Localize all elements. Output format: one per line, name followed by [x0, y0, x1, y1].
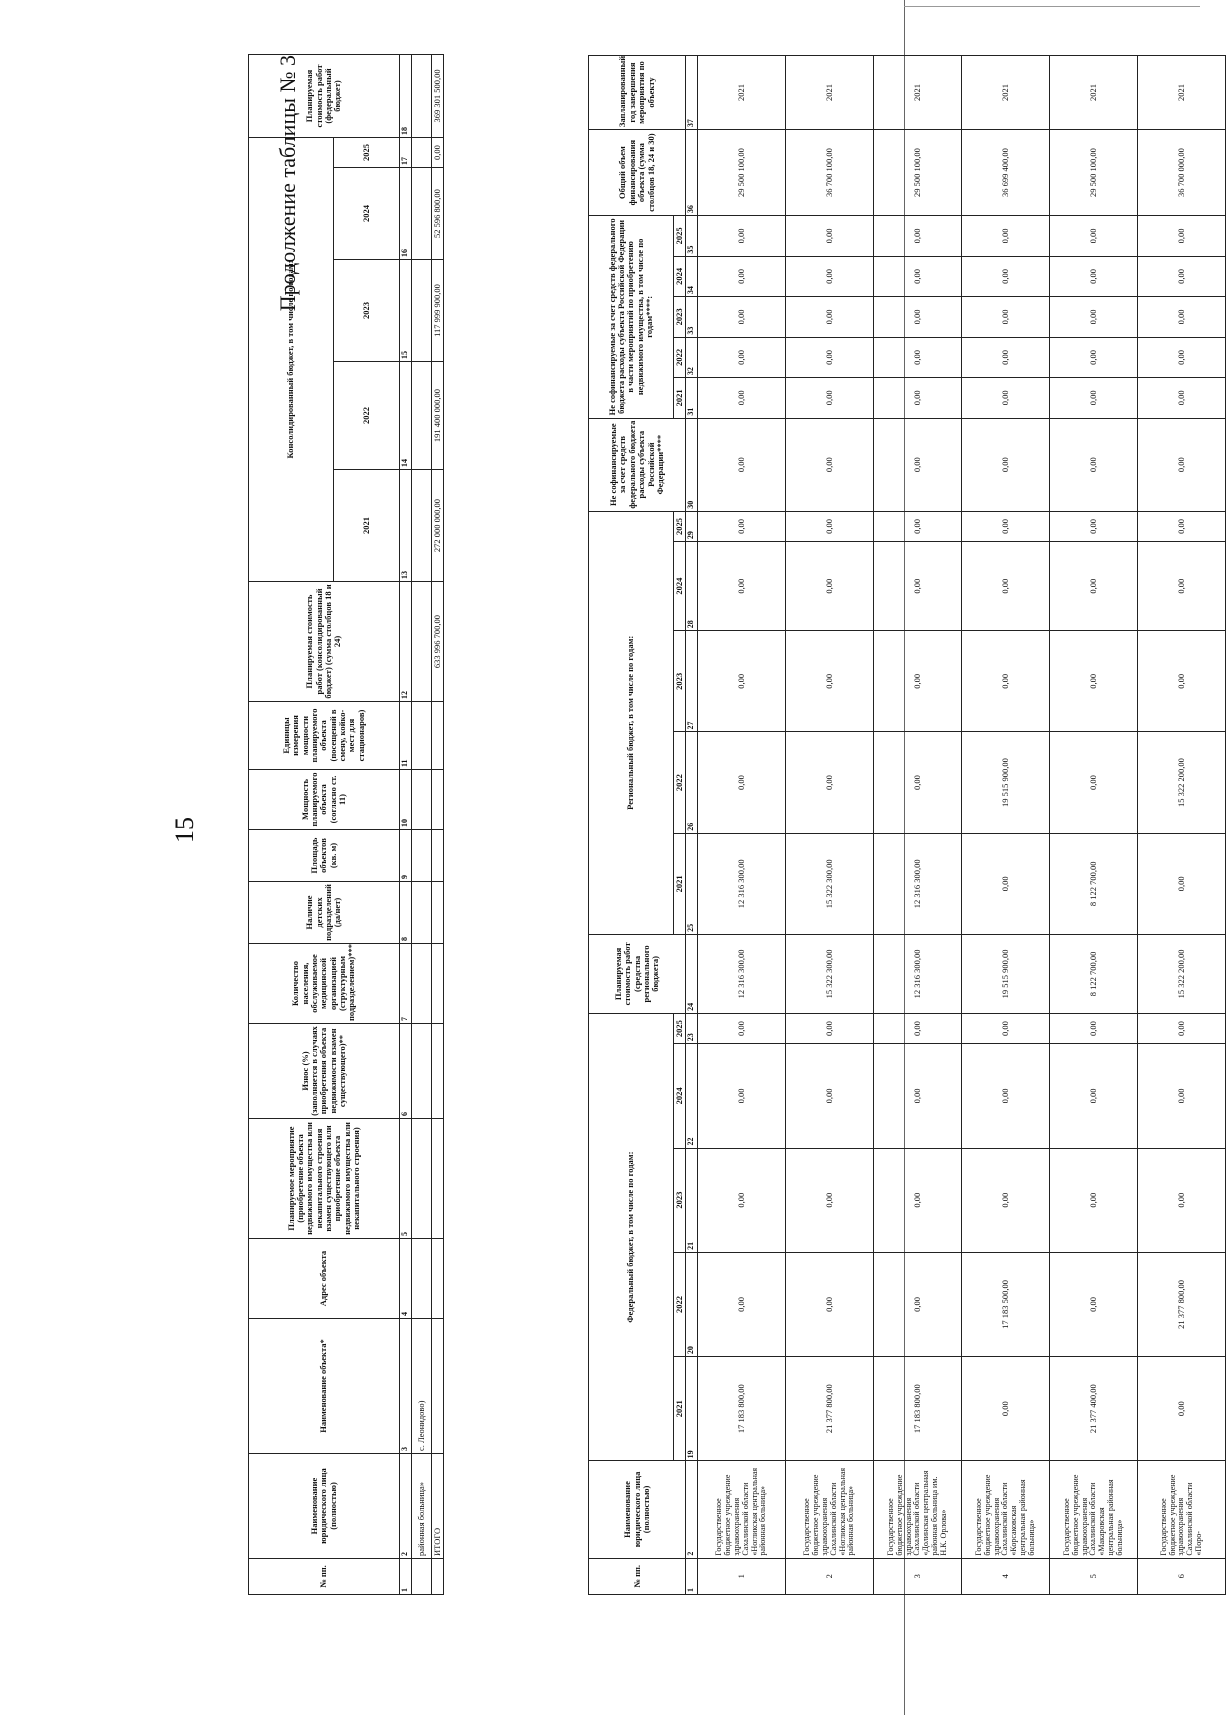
row-regional-2025: 0,00 [874, 511, 962, 541]
t2-colnum: 34 [686, 256, 698, 296]
t1-total-2025: 0,00 [432, 137, 444, 167]
t2-h-regional: Региональный бюджет, в том числе по годам: [589, 511, 674, 934]
t1-h-year: 2023 [334, 260, 400, 362]
row-regional-2021: 15 322 300,00 [786, 833, 874, 934]
row-regional-2025: 0,00 [962, 511, 1050, 541]
row-regional-cost: 19 515 900,00 [962, 934, 1050, 1013]
row-federal-2022: 0,00 [1050, 1252, 1138, 1356]
t2-h-year: 2021 [674, 378, 686, 418]
t1-h-year: 2024 [334, 168, 400, 260]
row-regional-2025: 0,00 [786, 511, 874, 541]
row-federal-2024: 0,00 [962, 1044, 1050, 1148]
row-regional-2023: 0,00 [786, 631, 874, 732]
row-acq-2023: 0,00 [1050, 297, 1138, 337]
t2-h-year: 2024 [674, 256, 686, 296]
row-organization: Государственное бюджетное учреждение здравоохранения Сахалинской области «Макаровская центральная районная больница» [1050, 1461, 1138, 1558]
t2-h-completion-year: Запланированный год завершения мероприятия по объекту [589, 56, 686, 130]
t2-h-total-funding: Общий объем финансирования объекта (сумма столбцов 18, 24 и 30) [589, 130, 686, 216]
row-regional-2024: 0,00 [962, 542, 1050, 631]
t1-h-federal-cost: Планируемая стоимость работ (федеральный бюджет) [249, 54, 400, 137]
t2-h-not-cofinanced: Не софинансируемые за счет средств федерального бюджета расходы субъекта Российской Федерации**** [589, 418, 686, 511]
row-acq-2022: 0,00 [1138, 337, 1226, 377]
row-acq-2024: 0,00 [698, 256, 786, 296]
t2-colnum: 27 [686, 631, 698, 732]
row-number: 4 [962, 1558, 1050, 1594]
row-acq-2023: 0,00 [1138, 297, 1226, 337]
row-federal-2024: 0,00 [786, 1044, 874, 1148]
t1-colnum: 10 [400, 770, 412, 830]
row-regional-cost: 12 316 300,00 [874, 934, 962, 1013]
t1-h-event: Планируемое мероприятие (приобретение объекта недвижимого имущества или некапитального строения взамен существующего или приобретение объекта недвижимого имущества или некапитального строения) [249, 1119, 400, 1239]
row-total-funding: 29 500 100,00 [874, 130, 962, 216]
row-acq-2024: 0,00 [786, 256, 874, 296]
row-federal-2021: 21 377 400,00 [1050, 1357, 1138, 1461]
row-organization: Государственное бюджетное учреждение здравоохранения Сахалинской области «Ногликская центральная районная больница» [786, 1461, 874, 1558]
t2-colnum: 32 [686, 337, 698, 377]
row-regional-2022: 0,00 [786, 732, 874, 833]
t1-h-year: 2021 [334, 470, 400, 582]
t2-colnum: 24 [686, 934, 698, 1013]
row-acq-2024: 0,00 [962, 256, 1050, 296]
row-completion-year: 2021 [786, 56, 874, 130]
row-acq-2024: 0,00 [1138, 256, 1226, 296]
row-total-funding: 29 500 100,00 [1050, 130, 1138, 216]
row-federal-2025: 0,00 [1050, 1013, 1138, 1043]
row-regional-2021: 12 316 300,00 [874, 833, 962, 934]
row-regional-2022: 19 515 900,00 [962, 732, 1050, 833]
t2-h-year: 2025 [674, 216, 686, 257]
row-regional-2023: 0,00 [874, 631, 962, 732]
row-regional-2024: 0,00 [1138, 542, 1226, 631]
row-federal-2023: 0,00 [786, 1148, 874, 1252]
t1-colnum: 8 [400, 882, 412, 944]
row-federal-2021: 0,00 [962, 1357, 1050, 1461]
row-acq-2021: 0,00 [1138, 378, 1226, 418]
t1-h-children: Наличие детских подразделений (да/нет) [249, 882, 400, 944]
t2-h-legal: Наименование юридического лица (полностью) [589, 1461, 686, 1558]
row-acq-2025: 0,00 [874, 216, 962, 257]
row-regional-2021: 0,00 [962, 833, 1050, 934]
row-completion-year: 2021 [962, 56, 1050, 130]
t1-total-2023: 117 999 900,00 [432, 260, 444, 362]
t1-colnum: 2 [400, 1454, 412, 1559]
table-row [962, 56, 1050, 1595]
row-acq-2022: 0,00 [1050, 337, 1138, 377]
row-federal-2021: 17 183 800,00 [698, 1357, 786, 1461]
t2-h-year: 2022 [674, 732, 686, 833]
row-federal-2023: 0,00 [698, 1148, 786, 1252]
t1-colnum: 4 [400, 1239, 412, 1319]
row-acq-2021: 0,00 [698, 378, 786, 418]
row-completion-year: 2021 [874, 56, 962, 130]
row-regional-2024: 0,00 [1050, 542, 1138, 631]
table-row [1138, 56, 1226, 1595]
row-acq-2025: 0,00 [962, 216, 1050, 257]
row-regional-2022: 0,00 [1050, 732, 1138, 833]
row-regional-2022: 0,00 [874, 732, 962, 833]
table-row [412, 54, 432, 1594]
row-acq-2025: 0,00 [1050, 216, 1138, 257]
row-regional-cost: 15 322 200,00 [1138, 934, 1226, 1013]
t2-colnum: 29 [686, 511, 698, 541]
t1-colnum: 5 [400, 1119, 412, 1239]
row-federal-2021: 0,00 [1138, 1357, 1226, 1461]
t2-h-year: 2025 [674, 511, 686, 541]
t2-h-year: 2025 [674, 1013, 686, 1043]
row-acq-2023: 0,00 [698, 297, 786, 337]
continuation-table [588, 55, 1226, 1595]
t1-total-2021: 272 000 000,00 [432, 470, 444, 582]
row-federal-2022: 0,00 [874, 1252, 962, 1356]
row-acq-2022: 0,00 [786, 337, 874, 377]
row-completion-year: 2021 [1050, 56, 1138, 130]
row-federal-2024: 0,00 [1050, 1044, 1138, 1148]
row-regional-2023: 0,00 [1138, 631, 1226, 732]
t1-colnum: 12 [400, 582, 412, 702]
t2-colnum: 30 [686, 418, 698, 511]
row-federal-2023: 0,00 [874, 1148, 962, 1252]
t1-colnum: 16 [400, 168, 412, 260]
t1-total-federal: 369 301 500,00 [432, 54, 444, 137]
row-regional-2024: 0,00 [874, 542, 962, 631]
t2-colnum: 25 [686, 833, 698, 934]
row-federal-2025: 0,00 [1138, 1013, 1226, 1043]
t2-h-no: № пп. [589, 1558, 686, 1594]
row-acq-2023: 0,00 [962, 297, 1050, 337]
row-organization: Государственное бюджетное учреждение здравоохранения Сахалинской области «Поро- [1138, 1461, 1226, 1558]
row-total-funding: 36 699 400,00 [962, 130, 1050, 216]
scan-edge-line-top [904, 6, 1200, 7]
row-acq-2021: 0,00 [1050, 378, 1138, 418]
t1-colnum: 14 [400, 362, 412, 470]
t1-colnum: 3 [400, 1319, 412, 1454]
t2-h-year: 2022 [674, 1252, 686, 1356]
row-acq-2024: 0,00 [1050, 256, 1138, 296]
row-acq-2024: 0,00 [874, 256, 962, 296]
t1-h-year: 2022 [334, 362, 400, 470]
row-regional-2022: 15 322 200,00 [1138, 732, 1226, 833]
t1-h-population: Количество населения, обслуживаемое медицинской организацией (структурным подразделением)*** [249, 944, 400, 1024]
row-federal-2024: 0,00 [698, 1044, 786, 1148]
row-total-funding: 36 700 000,00 [1138, 130, 1226, 216]
t1-colnum: 17 [400, 137, 412, 167]
t1-row-object: с. Леонидово) [412, 1319, 432, 1454]
row-acq-2025: 0,00 [786, 216, 874, 257]
t1-h-capacity: Мощность планируемого объекта (согласно ст. 11) [249, 770, 400, 830]
t1-colnum: 6 [400, 1024, 412, 1119]
row-not-cofinanced: 0,00 [786, 418, 874, 511]
total-row [432, 54, 444, 1594]
row-acq-2021: 0,00 [962, 378, 1050, 418]
t1-colnum: 9 [400, 830, 412, 882]
row-regional-2025: 0,00 [698, 511, 786, 541]
t2-colnum: 23 [686, 1013, 698, 1043]
row-acq-2022: 0,00 [698, 337, 786, 377]
row-total-funding: 29 500 100,00 [698, 130, 786, 216]
row-regional-2021: 0,00 [1138, 833, 1226, 934]
t2-h-federal: Федеральный бюджет, в том числе по годам: [589, 1013, 674, 1460]
row-regional-2021: 12 316 300,00 [698, 833, 786, 934]
t1-h-year: 2025 [334, 137, 400, 167]
t2-h-year: 2023 [674, 631, 686, 732]
t1-colnum: 18 [400, 54, 412, 137]
t2-colnum: 22 [686, 1044, 698, 1148]
row-federal-2025: 0,00 [698, 1013, 786, 1043]
t1-h-planned-cost: Планируемая стоимость работ (консолидированный бюджет) (сумма столбцов 18 и 24) [249, 582, 400, 702]
row-number: 2 [786, 1558, 874, 1594]
t2-h-not-cofinanced-acq: Не софинансируемые за счет средств федерального бюджета расходы субъекта Российской Федерации в части мероприятий по приобретению недвижимого имущества, в том числе по годам****: [589, 216, 674, 418]
row-not-cofinanced: 0,00 [698, 418, 786, 511]
continuation-table-body [698, 56, 1226, 1595]
t2-colnum: 31 [686, 378, 698, 418]
t2-h-year: 2024 [674, 1044, 686, 1148]
t2-colnum: 28 [686, 542, 698, 631]
row-not-cofinanced: 0,00 [874, 418, 962, 511]
row-acq-2022: 0,00 [874, 337, 962, 377]
row-regional-2025: 0,00 [1050, 511, 1138, 541]
row-regional-cost: 12 316 300,00 [698, 934, 786, 1013]
t2-colnum: 19 [686, 1357, 698, 1461]
row-completion-year: 2021 [698, 56, 786, 130]
t1-h-legal: Наименование юридического лица (полностью) [249, 1454, 400, 1559]
t2-h-year: 2021 [674, 833, 686, 934]
row-federal-2023: 0,00 [1050, 1148, 1138, 1252]
t2-colnum: 37 [686, 56, 698, 130]
row-regional-2022: 0,00 [698, 732, 786, 833]
row-regional-2023: 0,00 [1050, 631, 1138, 732]
t1-colnum: 11 [400, 702, 412, 770]
t2-colnum: 26 [686, 732, 698, 833]
t1-h-address: Адрес объекта [249, 1239, 400, 1319]
row-number: 3 [874, 1558, 962, 1594]
row-regional-2024: 0,00 [698, 542, 786, 631]
row-organization: Государственное бюджетное учреждение здравоохранения Сахалинской области «Ногликская центральная районная больница» [698, 1461, 786, 1558]
t1-h-object: Наименование объекта* [249, 1319, 400, 1454]
continuation-table-area [588, 55, 1204, 1595]
t2-colnum: 2 [686, 1461, 698, 1558]
row-number: 5 [1050, 1558, 1138, 1594]
table-row [1050, 56, 1138, 1595]
row-number: 6 [1138, 1558, 1226, 1594]
row-completion-year: 2021 [1138, 56, 1226, 130]
rotated-page [170, 55, 1204, 1595]
row-federal-2022: 21 377 800,00 [1138, 1252, 1226, 1356]
row-federal-2021: 17 183 800,00 [874, 1357, 962, 1461]
t2-h-year: 2021 [674, 1357, 686, 1461]
t2-colnum: 1 [686, 1558, 698, 1594]
t1-h-area: Площадь объектов (кв. м) [249, 830, 400, 882]
continuation-title: Продолжение таблицы № 3 [275, 55, 300, 312]
row-not-cofinanced: 0,00 [1138, 418, 1226, 511]
row-regional-cost: 15 322 300,00 [786, 934, 874, 1013]
row-federal-2022: 0,00 [786, 1252, 874, 1356]
t1-h-units: Единицы измерения мощности планируемого объекта (посещений в смену, койко-мест для стационаров) [249, 702, 400, 770]
row-acq-2021: 0,00 [786, 378, 874, 418]
t2-colnum: 20 [686, 1252, 698, 1356]
row-federal-2021: 21 377 800,00 [786, 1357, 874, 1461]
row-not-cofinanced: 0,00 [1050, 418, 1138, 511]
row-acq-2025: 0,00 [1138, 216, 1226, 257]
t2-colnum: 35 [686, 216, 698, 257]
table-row [698, 56, 786, 1595]
row-federal-2024: 0,00 [874, 1044, 962, 1148]
page-number: 15 [170, 817, 199, 843]
t1-colnum: 13 [400, 470, 412, 582]
t1-total-2022: 191 400 000,00 [432, 362, 444, 470]
row-organization: Государственное бюджетное учреждение здравоохранения Сахалинской области «Долинская центральная районная больница им. Н.К. Орлова» [874, 1461, 962, 1558]
t2-colnum: 36 [686, 130, 698, 216]
row-acq-2021: 0,00 [874, 378, 962, 418]
row-number: 1 [698, 1558, 786, 1594]
t2-h-year: 2023 [674, 1148, 686, 1252]
t1-colnum: 1 [400, 1559, 412, 1595]
row-federal-2023: 0,00 [962, 1148, 1050, 1252]
table-row [874, 56, 962, 1595]
row-federal-2025: 0,00 [786, 1013, 874, 1043]
row-total-funding: 36 700 100,00 [786, 130, 874, 216]
t2-h-year: 2024 [674, 542, 686, 631]
t2-h-regional-cost: Планируемая стоимость работ (средства регионального бюджета) [589, 934, 686, 1013]
row-acq-2023: 0,00 [786, 297, 874, 337]
row-regional-2023: 0,00 [698, 631, 786, 732]
row-federal-2022: 0,00 [698, 1252, 786, 1356]
row-acq-2025: 0,00 [698, 216, 786, 257]
t1-total-label: ИТОГО [432, 1454, 444, 1559]
t1-total-2024: 52 596 800,00 [432, 168, 444, 260]
t1-h-no: № пп. [249, 1559, 400, 1595]
row-regional-2025: 0,00 [1138, 511, 1226, 541]
t2-colnum: 33 [686, 297, 698, 337]
row-federal-2025: 0,00 [874, 1013, 962, 1043]
row-regional-2024: 0,00 [786, 542, 874, 631]
t1-row-legal: районная больница» [412, 1454, 432, 1559]
row-regional-2021: 8 122 700,00 [1050, 833, 1138, 934]
row-regional-2023: 0,00 [962, 631, 1050, 732]
row-acq-2022: 0,00 [962, 337, 1050, 377]
t2-colnum: 21 [686, 1148, 698, 1252]
table-row [786, 56, 874, 1595]
row-federal-2024: 0,00 [1138, 1044, 1226, 1148]
t1-colnum: 15 [400, 260, 412, 362]
row-acq-2023: 0,00 [874, 297, 962, 337]
row-not-cofinanced: 0,00 [962, 418, 1050, 511]
t1-h-wear: Износ (%) (заполняется в случаях приобретения объекта недвижимости взамен существующего)** [249, 1024, 400, 1119]
t2-h-year: 2022 [674, 337, 686, 377]
row-federal-2022: 17 183 500,00 [962, 1252, 1050, 1356]
row-federal-2023: 0,00 [1138, 1148, 1226, 1252]
t1-total-planned-cost: 633 996 700,00 [432, 582, 444, 702]
t2-h-year: 2023 [674, 297, 686, 337]
t1-h-consolidated: Консолидированный бюджет, в том числе по годам: [249, 137, 334, 581]
row-federal-2025: 0,00 [962, 1013, 1050, 1043]
row-regional-cost: 8 122 700,00 [1050, 934, 1138, 1013]
row-organization: Государственное бюджетное учреждение здравоохранения Сахалинской области «Корсаковская центральная районная больница» [962, 1461, 1050, 1558]
t1-colnum: 7 [400, 944, 412, 1024]
